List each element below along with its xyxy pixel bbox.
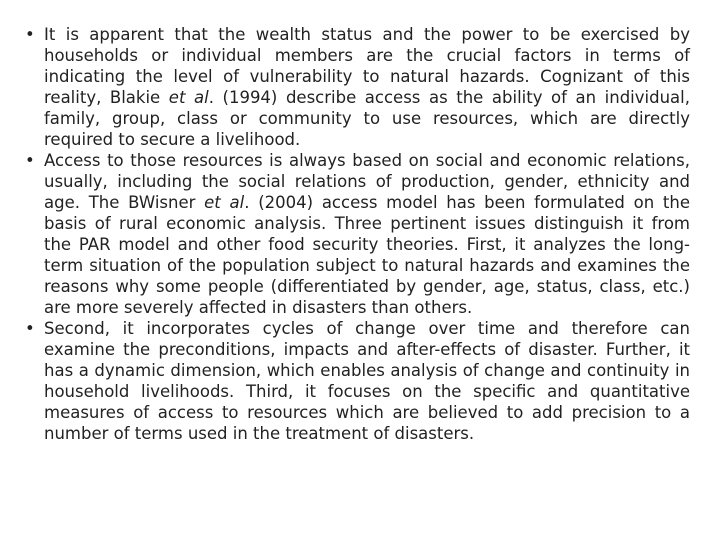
- bullet-2-text-part-1: Access to those resources is always based on social and economic relations, usually, including the social relations of production, gender, ethnicity and age. The BWisner: [44, 151, 690, 212]
- bullet-text-2: [44, 150, 690, 318]
- bullet-2-text-part-3: . (2004) access model has been formulated on the basis of rural economic analysis. Three pertinent issues distinguish it from the PAR model and other food security theories. First, it analyzes the long-term situation of the population subject to natural hazards and examines the reasons why some people (differentiated by gender, age, status, class, etc.) are more severely affected in disasters than others.: [44, 193, 690, 317]
- bullet-text-1: [44, 24, 690, 150]
- bullet-item-1: [25, 24, 690, 150]
- bullet-text-3: Second, it incorporates cycles of change over time and therefore can examine the preconditions, impacts and after-effects of disaster. Further, it has a dynamic dimension, which enables analysis of change and continuity in household livelihoods. Third, it focuses on the specific and quantitative measures of access to resources which are believed to add precision to a number of terms used in the treatment of disasters.: [44, 319, 690, 443]
- bullet-list: [25, 24, 690, 444]
- bullet-2-italic-et-al: et al: [204, 193, 245, 212]
- bullet-1-text-part-3: . (1994) describe access as the ability of an individual, family, group, class or community to use resources, which are directly required to secure a livelihood.: [44, 88, 690, 149]
- bullet-icon: •: [25, 25, 35, 44]
- bullet-icon: •: [25, 151, 35, 170]
- bullet-1-italic-et-al: et al: [168, 88, 209, 107]
- bullet-icon: •: [25, 319, 35, 338]
- bullet-item-3: [25, 318, 690, 444]
- bullet-item-2: [25, 150, 690, 318]
- bullet-1-text-part-1: It is apparent that the wealth status and the power to be exercised by households or individual members are the crucial factors in terms of indicating the level of vulnerability to natural hazards. Cognizant of this reality, Blakie: [44, 25, 690, 107]
